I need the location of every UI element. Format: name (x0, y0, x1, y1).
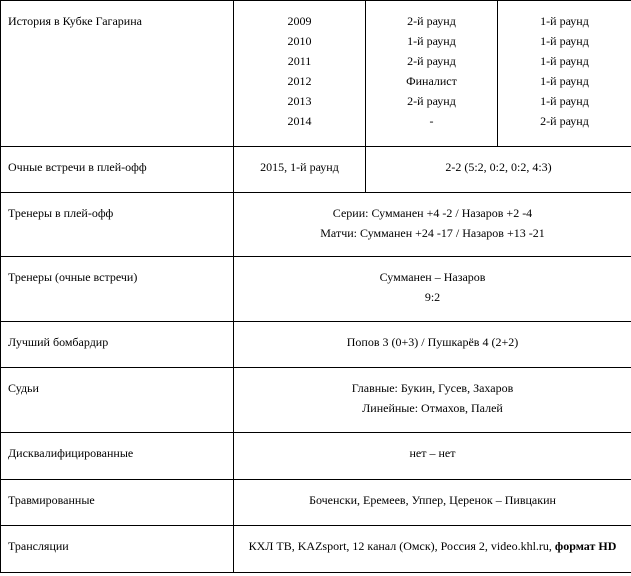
history-team1-result: - (429, 114, 434, 128)
history-year: 2010 (287, 34, 312, 48)
coaches-h2h-score: 9:2 (424, 290, 441, 304)
coaches-playoff-row (1, 193, 631, 257)
h2h-result-cell (366, 147, 631, 193)
coaches-h2h-names: Сумманен – Назаров (379, 270, 486, 284)
history-team1-result: 1-й раунд (407, 34, 456, 48)
history-team2-cell (498, 1, 631, 147)
injured-row (1, 480, 631, 526)
broadcast-hd: формат HD (554, 539, 617, 553)
injured-label: Травмированные (8, 493, 95, 507)
h2h-year-cell (234, 147, 366, 193)
top-scorer-value-cell (234, 322, 631, 368)
history-team2-result: 1-й раунд (540, 34, 589, 48)
history-team2-result: 1-й раунд (540, 74, 589, 88)
referees-row (1, 368, 631, 433)
top-scorer-label-cell (1, 322, 234, 368)
history-team1-result: 2-й раунд (407, 54, 456, 68)
referees-linesmen: Линейные: Отмахов, Палей (362, 401, 503, 415)
injured-label-cell (1, 480, 234, 526)
history-years-cell (234, 1, 366, 147)
referees-value-cell (234, 368, 631, 433)
referees-label: Судьи (8, 381, 39, 395)
injured-value: Боченски, Еремеев, Уппер, Церенок – Пивцакин (309, 493, 556, 507)
disqualified-label-cell (1, 433, 234, 480)
history-label: История в Кубке Гагарина (8, 14, 142, 28)
history-year: 2013 (287, 94, 312, 108)
history-team1-cell (366, 1, 498, 147)
top-scorer-label: Лучший бомбардир (8, 335, 109, 349)
top-scorer-row (1, 322, 631, 368)
broadcast-label: Трансляции (8, 539, 69, 553)
coaches-h2h-row (1, 257, 631, 322)
history-team2-result: 1-й раунд (540, 54, 589, 68)
coaches-playoff-label-cell (1, 193, 234, 257)
coaches-playoff-label: Тренеры в плей-офф (8, 206, 114, 220)
disqualified-row (1, 433, 631, 480)
h2h-label: Очные встречи в плей-офф (8, 160, 147, 174)
history-team2-result: 1-й раунд (540, 14, 589, 28)
referees-main: Главные: Букин, Гусев, Захаров (351, 381, 514, 395)
h2h-year: 2015, 1-й раунд (260, 160, 339, 174)
broadcast-channels: КХЛ ТВ, KAZsport, 12 канал (Омск), Россия 2, video.khl.ru, (248, 539, 555, 553)
coaches-h2h-label-cell (1, 257, 234, 322)
broadcast-value (234, 536, 631, 556)
history-row (1, 1, 631, 147)
coaches-playoff-matches: Матчи: Сумманен +24 -17 / Назаров +13 -21 (320, 226, 545, 240)
disqualified-value: нет – нет (409, 446, 456, 460)
h2h-label-cell (1, 147, 234, 193)
history-team1-result: 2-й раунд (407, 94, 456, 108)
broadcast-row (1, 526, 631, 573)
coaches-playoff-series: Серии: Сумманен +4 -2 / Назаров +2 -4 (332, 206, 533, 220)
history-year: 2011 (287, 54, 312, 68)
referees-label-cell (1, 368, 234, 433)
history-team2-result: 2-й раунд (540, 114, 589, 128)
history-year: 2012 (287, 74, 312, 88)
coaches-h2h-label: Тренеры (очные встречи) (8, 270, 138, 284)
history-team1-result: 2-й раунд (407, 14, 456, 28)
h2h-row (1, 147, 631, 193)
top-scorer-value: Попов 3 (0+3) / Пушкарёв 4 (2+2) (346, 335, 519, 349)
injured-value-cell (234, 480, 631, 526)
coaches-h2h-value-cell (234, 257, 631, 322)
history-team2-result: 1-й раунд (540, 94, 589, 108)
history-label-cell (1, 1, 234, 147)
history-team1-result: Финалист (406, 74, 457, 88)
broadcast-label-cell (1, 526, 234, 573)
history-year: 2009 (287, 14, 312, 28)
coaches-playoff-value-cell (234, 193, 631, 257)
disqualified-value-cell (234, 433, 631, 480)
history-year: 2014 (287, 114, 312, 128)
broadcast-value-cell (234, 526, 631, 573)
h2h-result: 2-2 (5:2, 0:2, 0:2, 4:3) (445, 160, 552, 174)
disqualified-label: Дисквалифицированные (8, 446, 134, 460)
